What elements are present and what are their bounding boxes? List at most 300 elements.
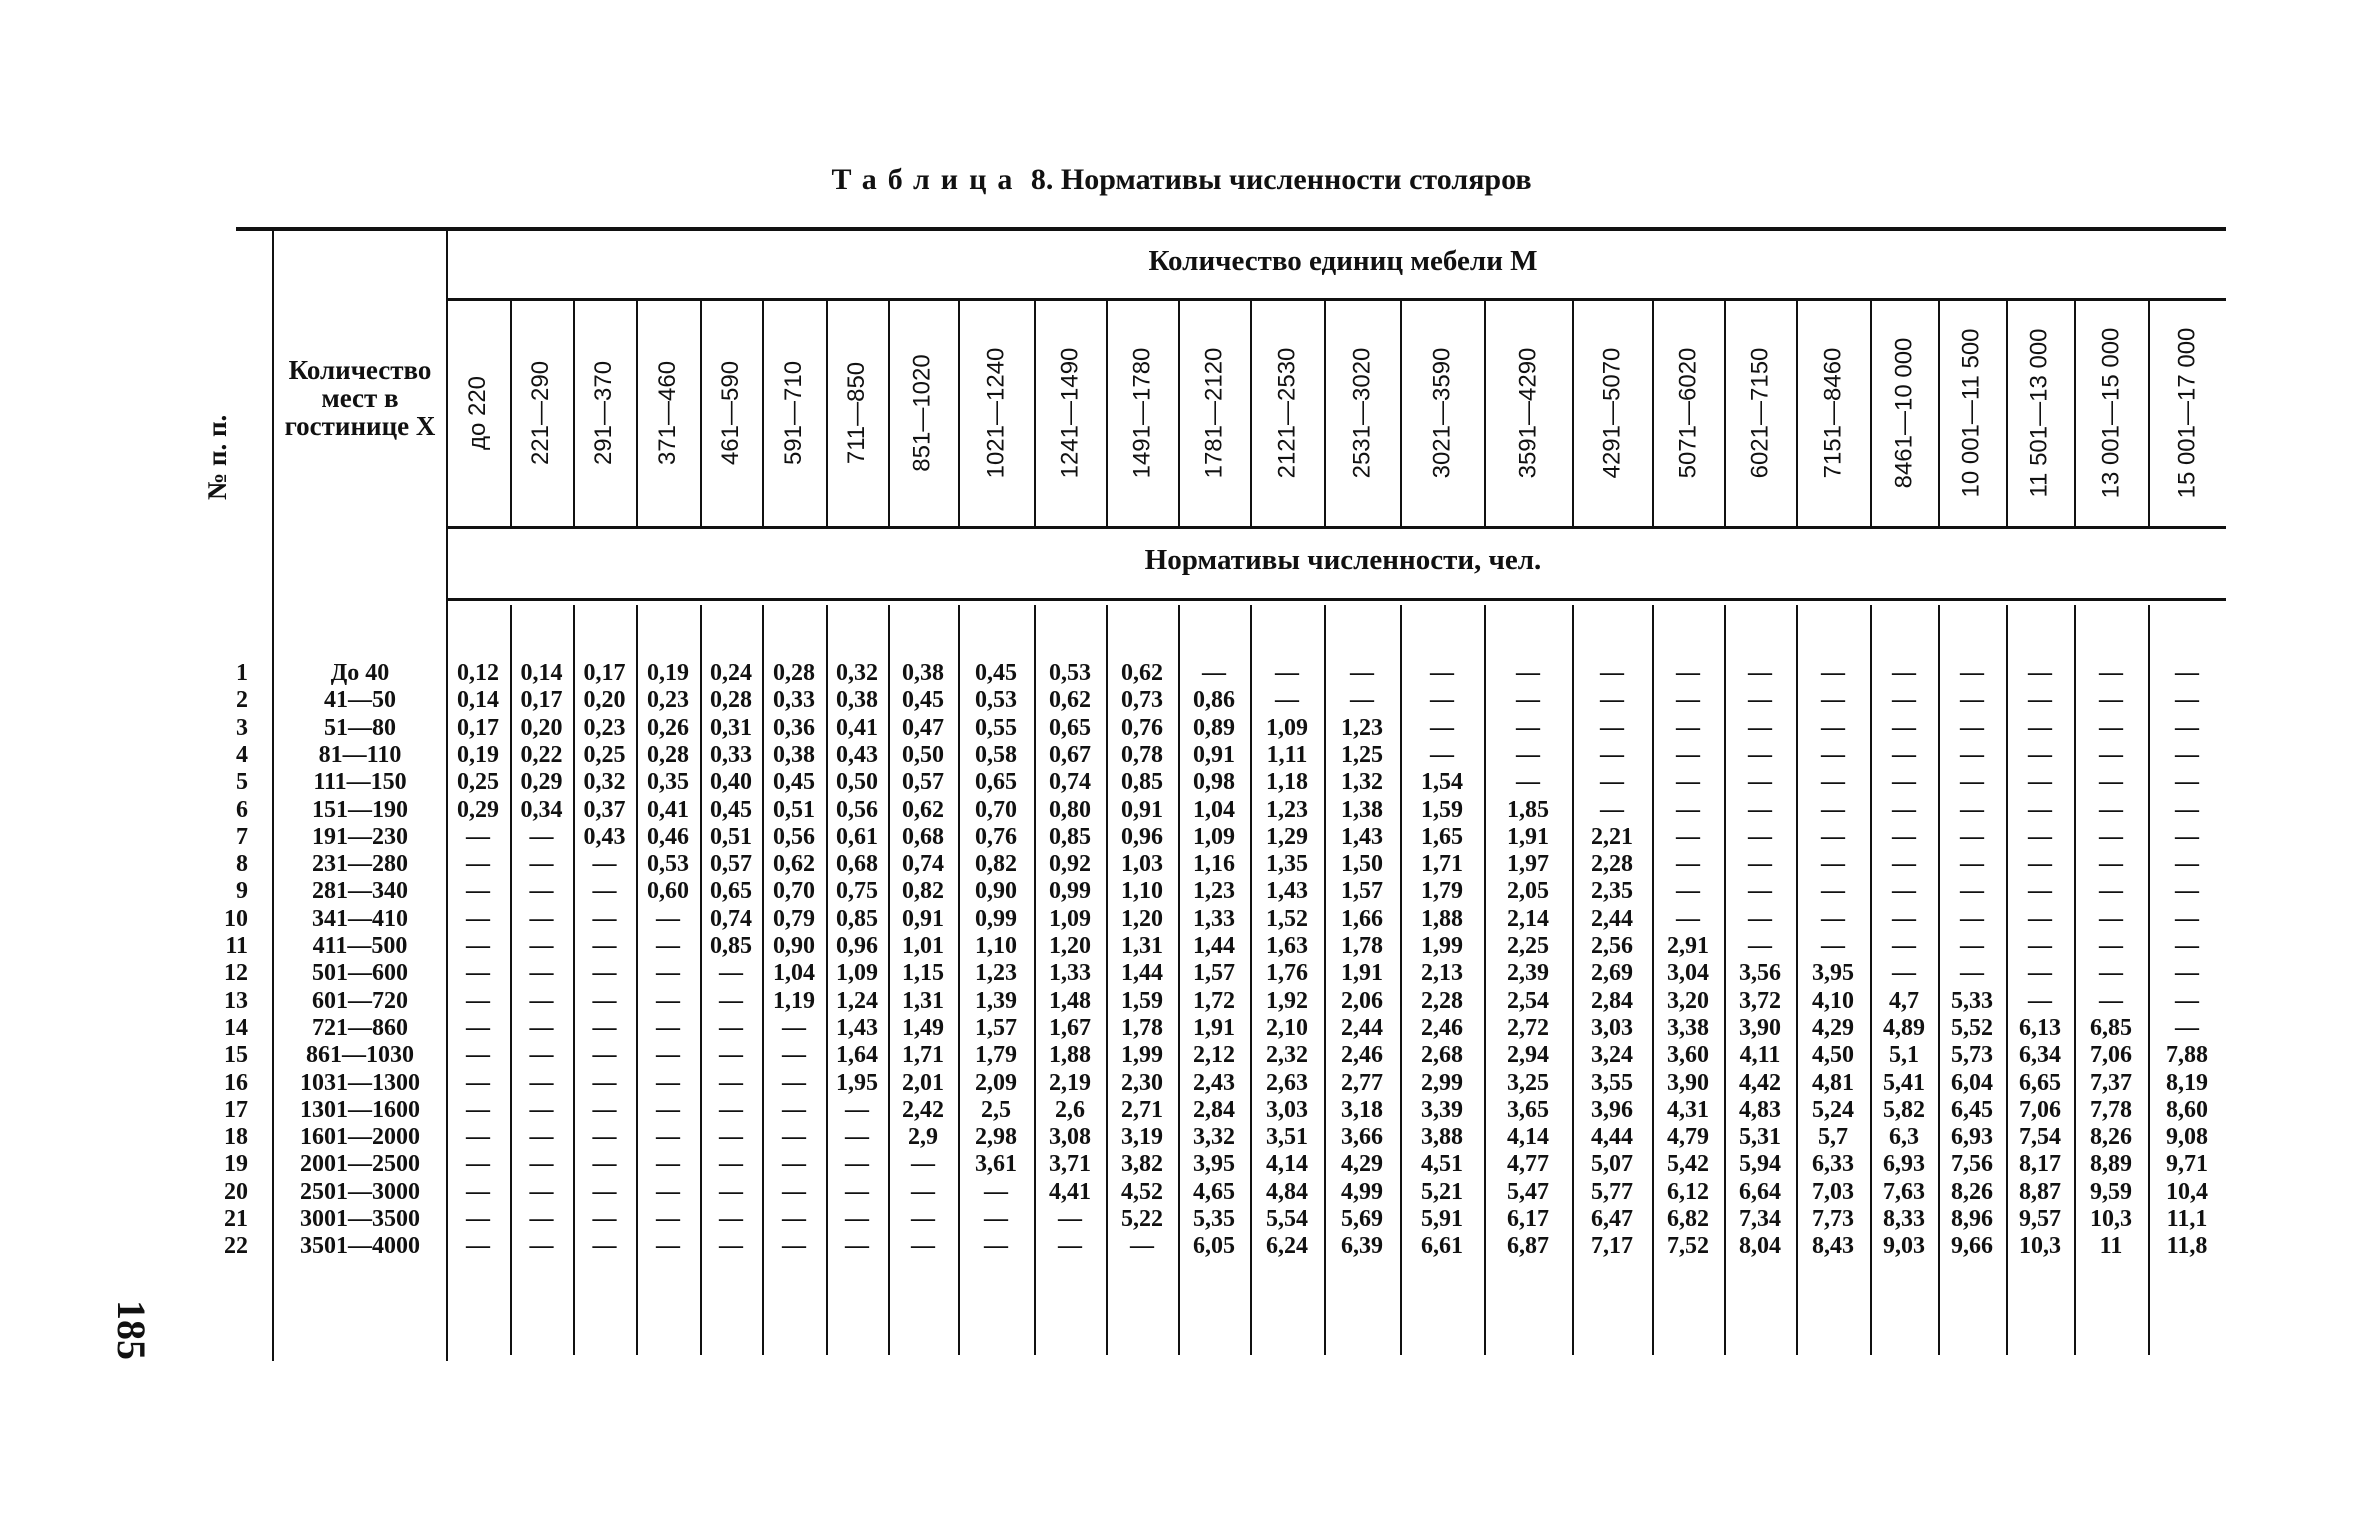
norm-cell: —: [529, 1014, 554, 1041]
norm-cell: —: [2099, 905, 2123, 932]
norm-cell: 1,44: [1193, 933, 1235, 959]
norm-cell: 1,10: [1121, 878, 1163, 905]
places-range: 191—230: [312, 823, 408, 850]
norm-cell: —: [1960, 823, 1984, 850]
norm-cell: 4,7: [1889, 987, 1919, 1014]
norm-cell: —: [1676, 878, 1700, 905]
norm-cell: —: [529, 960, 554, 987]
norm-cell: 0,22: [520, 741, 563, 768]
norm-cell: 6,17: [1507, 1206, 1549, 1232]
norm-cell: 0,96: [836, 933, 878, 959]
norm-cell: 1,85: [1507, 796, 1549, 823]
norm-cell: —: [529, 823, 554, 850]
norm-cell: 0,92: [1049, 851, 1091, 878]
norm-cell: 0,29: [457, 796, 499, 823]
furniture-range-header: [762, 300, 826, 525]
norm-cell: —: [719, 1096, 743, 1123]
norm-cell: 1,57: [1341, 878, 1383, 905]
norm-cell: 6,85: [2090, 1014, 2132, 1041]
furniture-range-label: 1491—1780: [1128, 347, 1155, 478]
norm-cell: 1,67: [1049, 1014, 1091, 1041]
norm-cell: —: [592, 1042, 617, 1069]
norm-cell: —: [2099, 796, 2123, 823]
norm-cell: —: [1960, 741, 1984, 768]
norm-cell: —: [656, 1124, 680, 1151]
norm-cell: —: [1748, 823, 1772, 850]
norm-cell: 1,91: [1193, 1014, 1235, 1041]
norm-cell: —: [2175, 933, 2199, 959]
norm-cell: 8,26: [2090, 1124, 2132, 1151]
furniture-range-header: [446, 300, 510, 525]
norm-cell: 0,70: [773, 878, 815, 905]
norm-cell: 1,33: [1193, 905, 1235, 932]
norm-cell: 5,24: [1812, 1096, 1854, 1123]
norm-cell: —: [2175, 851, 2199, 878]
norm-cell: 4,51: [1421, 1151, 1463, 1178]
norm-cell: —: [1275, 687, 1299, 714]
furniture-range-label: 5071—6020: [1674, 347, 1701, 478]
norm-cell: —: [2028, 741, 2052, 768]
norm-cell: 6,93: [1951, 1124, 1993, 1151]
norm-cell: 1,44: [1121, 960, 1163, 987]
furniture-range-label: 291—370: [590, 360, 618, 465]
norm-cell: 2,68: [1421, 1042, 1463, 1069]
norm-cell: 2,56: [1591, 933, 1633, 959]
norm-cell: 2,63: [1266, 1069, 1308, 1096]
norm-cell: —: [2028, 687, 2052, 714]
norm-cell: —: [466, 1069, 490, 1096]
norm-cell: —: [1960, 851, 1984, 878]
norm-cell: 5,22: [1121, 1206, 1163, 1232]
furniture-range-label: 2121—2530: [1273, 347, 1300, 478]
norm-cell: —: [1676, 660, 1700, 686]
norm-cell: —: [2028, 660, 2052, 686]
norm-cell: 2,25: [1507, 933, 1549, 959]
norm-cell: 0,45: [975, 660, 1017, 686]
norm-cell: 2,14: [1507, 905, 1549, 932]
norm-cell: —: [656, 1042, 680, 1069]
norm-cell: 7,17: [1591, 1233, 1633, 1260]
norm-cell: —: [2028, 878, 2052, 905]
norm-cell: 2,84: [1591, 987, 1633, 1014]
norm-cell: 1,52: [1266, 905, 1308, 932]
norm-cell: 5,91: [1421, 1206, 1463, 1232]
norm-cell: 4,44: [1591, 1124, 1633, 1151]
norm-cell: 2,28: [1421, 987, 1463, 1014]
norm-cell: —: [1892, 823, 1916, 850]
norm-cell: 1,15: [902, 960, 944, 987]
norm-cell: 0,99: [975, 905, 1017, 932]
norm-cell: —: [1600, 687, 1624, 714]
furniture-range-header: [1724, 300, 1796, 525]
norm-cell: —: [1892, 960, 1916, 987]
norm-cell: 11,1: [2166, 1206, 2208, 1232]
norm-cell: 1,78: [1341, 933, 1383, 959]
norm-cell: 1,92: [1266, 987, 1308, 1014]
places-range: 341—410: [312, 905, 408, 932]
norm-cell: —: [1748, 796, 1772, 823]
norm-cell: 0,38: [773, 741, 815, 768]
norm-cell: 2,06: [1341, 987, 1383, 1014]
norm-cell: 0,98: [1193, 769, 1235, 796]
norm-cell: 0,91: [1193, 741, 1235, 768]
norm-cell: —: [2028, 933, 2052, 959]
norm-cell: 5,07: [1591, 1151, 1633, 1178]
norm-cell: —: [719, 1042, 743, 1069]
places-range: 1301—1600: [300, 1096, 420, 1123]
norm-cell: 1,43: [1266, 878, 1308, 905]
norm-cell: —: [2175, 714, 2199, 741]
norm-cell: 9,03: [1883, 1233, 1925, 1260]
norm-cell: 0,20: [583, 687, 626, 714]
norm-cell: 11: [2099, 1233, 2123, 1260]
norm-cell: 1,16: [1193, 851, 1235, 878]
norm-cell: 3,39: [1421, 1096, 1463, 1123]
norm-cell: —: [1058, 1206, 1082, 1232]
row-number: 17: [224, 1096, 248, 1123]
norm-cell: 3,20: [1667, 987, 1709, 1014]
norm-cell: 0,43: [583, 823, 626, 850]
norm-cell: —: [656, 987, 680, 1014]
norm-cell: —: [1960, 660, 1984, 686]
norm-cell: —: [1600, 660, 1624, 686]
norm-cell: 5,52: [1951, 1014, 1993, 1041]
norm-cell: —: [719, 1151, 743, 1178]
norm-cell: 0,89: [1193, 714, 1235, 741]
norm-cell: 6,64: [1739, 1178, 1781, 1205]
norm-cell: 8,43: [1812, 1233, 1854, 1260]
norm-cell: 1,24: [836, 987, 878, 1014]
norm-cell: 0,50: [902, 741, 944, 768]
norm-cell: 0,90: [773, 933, 815, 959]
norm-cell: 7,06: [2090, 1042, 2132, 1069]
norm-cell: —: [656, 1151, 680, 1178]
furniture-range-label: 1241—1490: [1056, 347, 1083, 478]
norm-cell: 2,13: [1421, 960, 1463, 987]
places-range: 81—110: [318, 741, 402, 768]
norm-cell: 10,3: [2019, 1233, 2061, 1260]
norm-cell: 6,12: [1667, 1178, 1709, 1205]
norm-cell: 2,91: [1667, 933, 1709, 959]
norm-cell: —: [1676, 741, 1700, 768]
furniture-range-label: 461—590: [717, 360, 744, 465]
norm-cell: —: [2175, 769, 2199, 796]
norm-cell: —: [1350, 660, 1374, 686]
norm-cell: 1,33: [1049, 960, 1091, 987]
norm-cell: 4,77: [1507, 1151, 1549, 1178]
norm-cell: —: [2028, 851, 2052, 878]
norm-cell: 7,54: [2019, 1124, 2061, 1151]
norm-cell: 0,65: [975, 769, 1017, 796]
norm-cell: —: [466, 1206, 490, 1232]
row-number: 6: [236, 796, 248, 823]
norm-cell: —: [2099, 823, 2123, 850]
norm-cell: 1,48: [1049, 987, 1091, 1014]
norm-cell: 0,51: [710, 823, 752, 850]
norm-cell: 5,69: [1341, 1206, 1383, 1232]
norm-cell: 3,96: [1591, 1096, 1633, 1123]
norm-cell: 2,54: [1507, 987, 1549, 1014]
norm-cell: 2,44: [1341, 1014, 1383, 1041]
norm-cell: —: [1748, 714, 1772, 741]
norm-cell: 0,38: [902, 660, 944, 686]
norm-cell: 7,63: [1883, 1178, 1925, 1205]
norm-cell: —: [1960, 933, 1984, 959]
norm-cell: 0,86: [1193, 687, 1235, 714]
norm-cell: 1,04: [1193, 796, 1235, 823]
row-number: 7: [236, 823, 248, 850]
furniture-range-header: [2074, 300, 2148, 525]
norm-cell: 5,94: [1739, 1151, 1781, 1178]
norm-cell: 1,72: [1193, 987, 1235, 1014]
norm-cell: 6,3: [1889, 1124, 1919, 1151]
row-number: 3: [236, 714, 248, 741]
norm-cell: 0,85: [836, 905, 878, 932]
places-range: 2501—3000: [300, 1178, 420, 1205]
norm-cell: 0,41: [836, 714, 878, 741]
norm-cell: 1,78: [1121, 1014, 1163, 1041]
norm-cell: 0,35: [647, 769, 689, 796]
norm-cell: —: [1430, 660, 1454, 686]
norm-cell: —: [719, 1178, 743, 1205]
norm-cell: 2,44: [1591, 905, 1633, 932]
norm-cell: 3,71: [1049, 1151, 1091, 1178]
norm-cell: 1,04: [773, 960, 815, 987]
norm-cell: 1,88: [1049, 1042, 1091, 1069]
norm-cell: 4,29: [1812, 1014, 1854, 1041]
norm-cell: —: [466, 1096, 490, 1123]
norm-cell: 5,31: [1739, 1124, 1781, 1151]
norm-cell: —: [2099, 878, 2123, 905]
norm-cell: —: [656, 1096, 680, 1123]
norm-cell: 8,33: [1883, 1206, 1925, 1232]
norm-cell: 6,65: [2019, 1069, 2061, 1096]
norm-cell: 0,53: [647, 851, 689, 878]
norm-cell: 2,32: [1266, 1042, 1308, 1069]
norm-cell: 5,82: [1883, 1096, 1925, 1123]
norm-cell: —: [466, 1233, 490, 1260]
norm-cell: 0,51: [773, 796, 815, 823]
norm-cell: 3,60: [1667, 1042, 1709, 1069]
norm-cell: —: [466, 1178, 490, 1205]
norm-cell: 3,18: [1341, 1096, 1383, 1123]
norm-cell: 0,57: [902, 769, 944, 796]
places-range: 41—50: [324, 687, 396, 714]
norm-cell: 1,64: [836, 1042, 878, 1069]
norm-cell: 0,43: [836, 741, 878, 768]
norm-cell: 6,24: [1266, 1233, 1308, 1260]
norm-cell: 0,25: [583, 741, 626, 768]
norm-cell: —: [592, 1014, 617, 1041]
norm-cell: 8,17: [2019, 1151, 2061, 1178]
row-number: 21: [224, 1206, 248, 1232]
norm-cell: 1,54: [1421, 769, 1463, 796]
norm-cell: 7,52: [1667, 1233, 1709, 1260]
norm-cell: —: [1516, 741, 1540, 768]
norm-cell: —: [2099, 851, 2123, 878]
norm-cell: 1,32: [1341, 769, 1383, 796]
norm-cell: 2,5: [981, 1096, 1011, 1123]
norm-cell: —: [1892, 933, 1916, 959]
norm-cell: —: [1892, 851, 1916, 878]
norm-cell: 0,20: [520, 714, 563, 741]
norm-cell: —: [1748, 851, 1772, 878]
norm-cell: —: [2175, 823, 2199, 850]
norm-cell: 0,70: [975, 796, 1017, 823]
norm-cell: 1,23: [1341, 714, 1383, 741]
norm-cell: 2,84: [1193, 1096, 1235, 1123]
furniture-range-label: 1781—2120: [1200, 347, 1227, 478]
norm-cell: —: [1821, 933, 1845, 959]
norm-cell: —: [782, 1233, 806, 1260]
furniture-range-header: [2148, 300, 2226, 525]
norm-cell: 4,31: [1667, 1096, 1709, 1123]
norm-cell: 5,77: [1591, 1178, 1633, 1205]
norm-cell: 1,11: [1266, 741, 1308, 768]
places-range: 281—340: [312, 878, 408, 905]
norm-cell: —: [1676, 851, 1700, 878]
norm-cell: 3,95: [1812, 960, 1854, 987]
norm-cell: —: [1892, 878, 1916, 905]
norm-cell: —: [1748, 769, 1772, 796]
norm-cell: 3,72: [1739, 987, 1781, 1014]
norm-cell: 2,46: [1341, 1042, 1383, 1069]
norm-cell: —: [592, 933, 617, 959]
norm-cell: —: [529, 1042, 554, 1069]
norm-cell: 3,61: [975, 1151, 1017, 1178]
furniture-range-header: [1250, 300, 1324, 525]
norm-cell: 4,81: [1812, 1069, 1854, 1096]
norm-cell: —: [529, 1233, 554, 1260]
norm-cell: 0,25: [457, 769, 499, 796]
norm-cell: 6,04: [1951, 1069, 1993, 1096]
norm-cell: —: [2175, 741, 2199, 768]
furniture-range-header: [826, 300, 888, 525]
norm-cell: 2,30: [1121, 1069, 1163, 1096]
norm-cell: —: [782, 1151, 806, 1178]
norm-cell: —: [1748, 741, 1772, 768]
norm-cell: —: [1892, 687, 1916, 714]
norm-cell: —: [1600, 714, 1624, 741]
norm-cell: 0,34: [520, 796, 563, 823]
norm-cell: —: [2099, 987, 2123, 1014]
norm-cell: 4,84: [1266, 1178, 1308, 1205]
furniture-range-header: [510, 300, 573, 525]
norm-cell: —: [845, 1233, 869, 1260]
norm-cell: 4,14: [1507, 1124, 1549, 1151]
norm-cell: —: [1202, 660, 1226, 686]
norm-cell: 6,47: [1591, 1206, 1633, 1232]
norm-cell: 1,91: [1341, 960, 1383, 987]
norm-cell: 6,87: [1507, 1233, 1549, 1260]
norm-cell: 0,45: [710, 796, 752, 823]
norm-cell: —: [1748, 687, 1772, 714]
places-range: 501—600: [312, 960, 408, 987]
norm-cell: 3,95: [1193, 1151, 1235, 1178]
norm-cell: —: [656, 960, 680, 987]
norm-cell: —: [2028, 905, 2052, 932]
norm-cell: —: [984, 1178, 1008, 1205]
norm-cell: 1,66: [1341, 905, 1383, 932]
norm-cell: —: [2099, 769, 2123, 796]
norm-cell: —: [2099, 714, 2123, 741]
norm-cell: —: [719, 1014, 743, 1041]
norm-cell: —: [592, 1206, 617, 1232]
norm-cell: 2,98: [975, 1124, 1017, 1151]
norm-cell: 8,87: [2019, 1178, 2061, 1205]
norm-cell: —: [529, 933, 554, 959]
norm-cell: 1,20: [1049, 933, 1091, 959]
norm-cell: 9,59: [2090, 1178, 2132, 1205]
norm-cell: 1,09: [836, 960, 878, 987]
norm-cell: 1,23: [975, 960, 1017, 987]
norm-cell: 3,51: [1266, 1124, 1308, 1151]
norm-cell: —: [656, 1014, 680, 1041]
norm-cell: 7,73: [1812, 1206, 1854, 1232]
furniture-range-header: [1106, 300, 1178, 525]
norm-cell: 11,8: [2166, 1233, 2208, 1260]
norm-cell: —: [845, 1151, 869, 1178]
norm-cell: 2,12: [1193, 1042, 1235, 1069]
norm-cell: 3,90: [1667, 1069, 1709, 1096]
norm-cell: 0,91: [1121, 796, 1163, 823]
norm-cell: —: [1430, 687, 1454, 714]
norm-cell: 0,19: [647, 660, 689, 686]
norm-cell: 0,74: [710, 905, 752, 932]
norm-cell: 1,19: [773, 987, 815, 1014]
row-number: 2: [236, 687, 248, 714]
norm-cell: —: [1600, 769, 1624, 796]
norm-cell: —: [1350, 687, 1374, 714]
furniture-range-header: [958, 300, 1034, 525]
row-number: 5: [236, 769, 248, 796]
norm-cell: —: [2175, 960, 2199, 987]
norm-cell: 5,7: [1818, 1124, 1848, 1151]
norm-cell: 0,62: [773, 851, 815, 878]
table-title: [0, 163, 2363, 197]
norm-cell: 2,28: [1591, 851, 1633, 878]
norm-cell: —: [1676, 823, 1700, 850]
norm-cell: 0,24: [710, 660, 752, 686]
norm-cell: 1,43: [836, 1014, 878, 1041]
norm-cell: —: [2175, 687, 2199, 714]
norm-cell: —: [592, 960, 617, 987]
norm-cell: 0,40: [710, 769, 752, 796]
norm-cell: 0,76: [1121, 714, 1163, 741]
furniture-range-header: [1400, 300, 1484, 525]
norm-cell: —: [1821, 878, 1845, 905]
norm-cell: —: [466, 933, 490, 959]
norm-cell: 2,94: [1507, 1042, 1549, 1069]
norm-cell: —: [529, 1178, 554, 1205]
norm-cell: —: [984, 1233, 1008, 1260]
norm-cell: 6,05: [1193, 1233, 1235, 1260]
norm-cell: 1,20: [1121, 905, 1163, 932]
norm-cell: 2,10: [1266, 1014, 1308, 1041]
norm-cell: —: [1892, 714, 1916, 741]
furniture-range-label: 221—290: [527, 360, 555, 465]
norm-cell: 7,06: [2019, 1096, 2061, 1123]
norm-cell: 3,08: [1049, 1124, 1091, 1151]
norm-cell: 0,56: [773, 823, 815, 850]
norm-cell: 2,77: [1341, 1069, 1383, 1096]
norm-cell: —: [1892, 769, 1916, 796]
norm-cell: 2,9: [908, 1124, 938, 1151]
places-range: До 40: [330, 660, 390, 686]
norm-cell: —: [592, 878, 617, 905]
norm-cell: —: [466, 878, 490, 905]
norm-cell: —: [782, 1069, 806, 1096]
